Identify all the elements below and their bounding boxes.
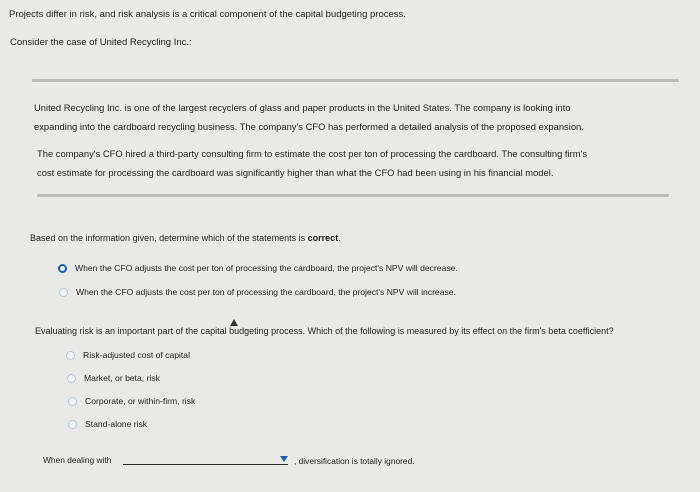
q1-option-1[interactable]	[59, 287, 456, 297]
panel-bottom-divider	[37, 194, 669, 197]
q2-option-2[interactable]	[68, 396, 195, 406]
q1-option-0[interactable]	[58, 263, 458, 273]
q2-option-2-label: Corporate, or within-firm, risk	[85, 396, 196, 406]
q2-option-1-label: Market, or beta, risk	[84, 373, 160, 383]
radio-icon[interactable]	[66, 351, 75, 360]
radio-icon[interactable]	[59, 288, 68, 297]
q1-prompt-end: .	[338, 233, 341, 243]
panel-top-divider	[32, 79, 679, 82]
q2-option-1[interactable]	[67, 373, 160, 383]
q2-option-3[interactable]	[68, 419, 147, 429]
chevron-down-icon[interactable]	[280, 456, 288, 462]
scenario-para1-line2: expanding into the cardboard recycling business. The company's CFO has performed a detailed analysis of the proposed expansion.	[34, 121, 584, 132]
q1-option-1-label: When the CFO adjusts the cost per ton of processing the cardboard, the project's NPV will increase.	[76, 287, 456, 297]
intro-line-1: Projects differ in risk, and risk analysis is a critical component of the capital budgeting process.	[9, 9, 406, 20]
q2-prompt: Evaluating risk is an important part of the capital budgeting process. Which of the following is measured by its effect on the firm's beta coefficient?	[35, 326, 614, 336]
scenario-para2-line2: cost estimate for processing the cardboard was significantly higher than what the CFO had been using in his financial model.	[37, 167, 554, 178]
intro-line-2: Consider the case of United Recycling Inc.:	[10, 37, 192, 48]
q3-dropdown[interactable]	[123, 452, 288, 465]
q3-suffix: , diversification is totally ignored.	[294, 456, 415, 466]
radio-selected-icon[interactable]	[58, 264, 67, 273]
q2-option-3-label: Stand-alone risk	[85, 419, 148, 429]
q1-option-0-label: When the CFO adjusts the cost per ton of processing the cardboard, the project's NPV will decrease.	[75, 263, 458, 273]
scenario-panel	[34, 98, 674, 182]
scenario-para2-line1: The company's CFO hired a third-party consulting firm to estimate the cost per ton of processing the cardboard. The consulting firm's	[37, 148, 588, 159]
q1-prompt-text: Based on the information given, determine which of the statements is	[30, 233, 306, 243]
q3-prefix: When dealing with	[43, 455, 112, 465]
radio-icon[interactable]	[68, 420, 77, 429]
q1-prompt-emphasis: correct	[307, 233, 339, 243]
radio-icon[interactable]	[68, 397, 77, 406]
scenario-para1-line1: United Recycling Inc. is one of the largest recyclers of glass and paper products in the United States. The company is looking into	[34, 102, 571, 113]
radio-icon[interactable]	[67, 374, 76, 383]
q1-prompt	[30, 233, 341, 243]
q2-option-0[interactable]	[66, 350, 190, 360]
mouse-cursor-icon	[230, 319, 238, 326]
q2-option-0-label: Risk-adjusted cost of capital	[83, 350, 190, 360]
